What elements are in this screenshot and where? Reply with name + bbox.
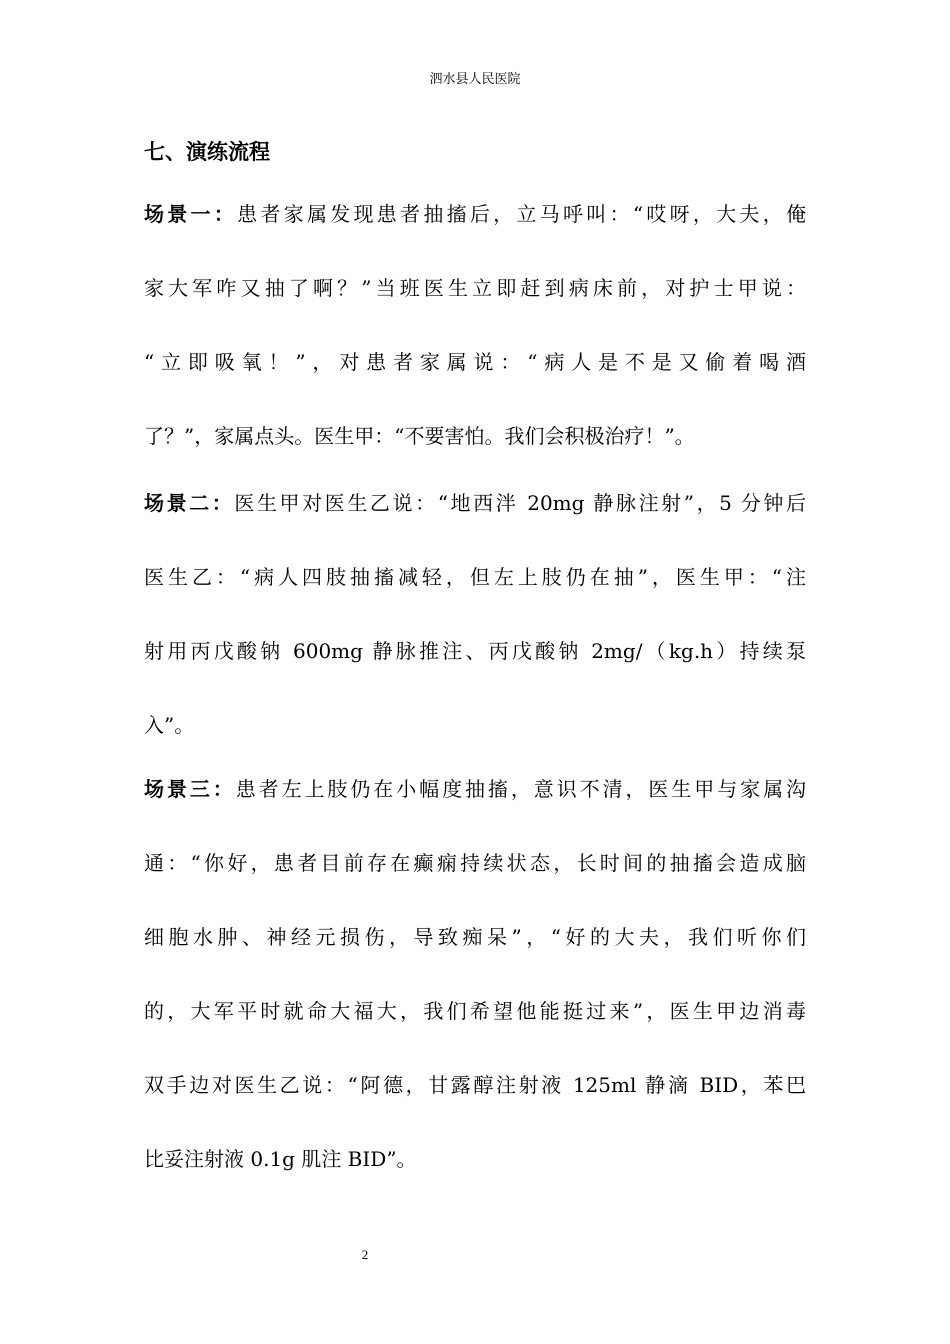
scene-1-line-4: 了？”，家属点头。医生甲：“不要害怕。我们会积极治疗！”。	[144, 424, 695, 448]
section-title: 七、演练流程	[144, 140, 270, 164]
scene-2-line-1: 医生甲对医生乙说：“地西泮 20mg 静脉注射”，5 分钟后	[234, 491, 807, 515]
scene-3-paragraph	[144, 752, 806, 1196]
scene-3-line-6: 比妥注射液 0.1g 肌注 BID”。	[144, 1147, 417, 1171]
scene-3-line-4: 的，大军平时就命大福大，我们希望他能挺过来”，医生甲边消毒	[144, 999, 806, 1023]
scene-1-line-1: 患者家属发现患者抽搐后，立马呼叫：“哎呀，大夫，俺	[237, 202, 806, 226]
scene-3-line-3: 细胞水肿、神经元损伤，导致痴呆”，“好的大夫，我们听你们	[144, 925, 806, 949]
page-number: 2	[361, 1247, 369, 1262]
scene-1-paragraph	[144, 177, 806, 473]
scene-1-line-2: 家大军咋又抽了啊？”当班医生立即赶到病床前，对护士甲说：	[144, 276, 806, 300]
scene-3-line-2: 通：“你好，患者目前存在癫痫持续状态，长时间的抽搐会造成脑	[144, 851, 806, 875]
page-header: 泗水县人民医院	[429, 72, 521, 87]
scene-3-line-1: 患者左上肢仍在小幅度抽搐，意识不清，医生甲与家属沟	[235, 777, 807, 801]
scene-3-label: 场景三：	[144, 777, 236, 801]
scene-2-paragraph	[144, 466, 806, 762]
scene-2-line-3: 射用丙戊酸钠 600mg 静脉推注、丙戊酸钠 2mg/（kg.h）持续泵	[144, 639, 806, 663]
scene-1-line-3: “立即吸氧！”，对患者家属说：“病人是不是又偷着喝酒	[144, 350, 806, 374]
scene-2-line-4: 入”。	[144, 713, 195, 737]
scene-2-label: 场景二：	[144, 491, 235, 515]
scene-1-label: 场景一：	[144, 202, 238, 226]
scene-2-line-2: 医生乙：“病人四肢抽搐减轻，但左上肢仍在抽”，医生甲：“注	[144, 565, 806, 589]
scene-3-line-5: 双手边对医生乙说：“阿德，甘露醇注射液 125ml 静滴 BID，苯巴	[144, 1073, 806, 1097]
